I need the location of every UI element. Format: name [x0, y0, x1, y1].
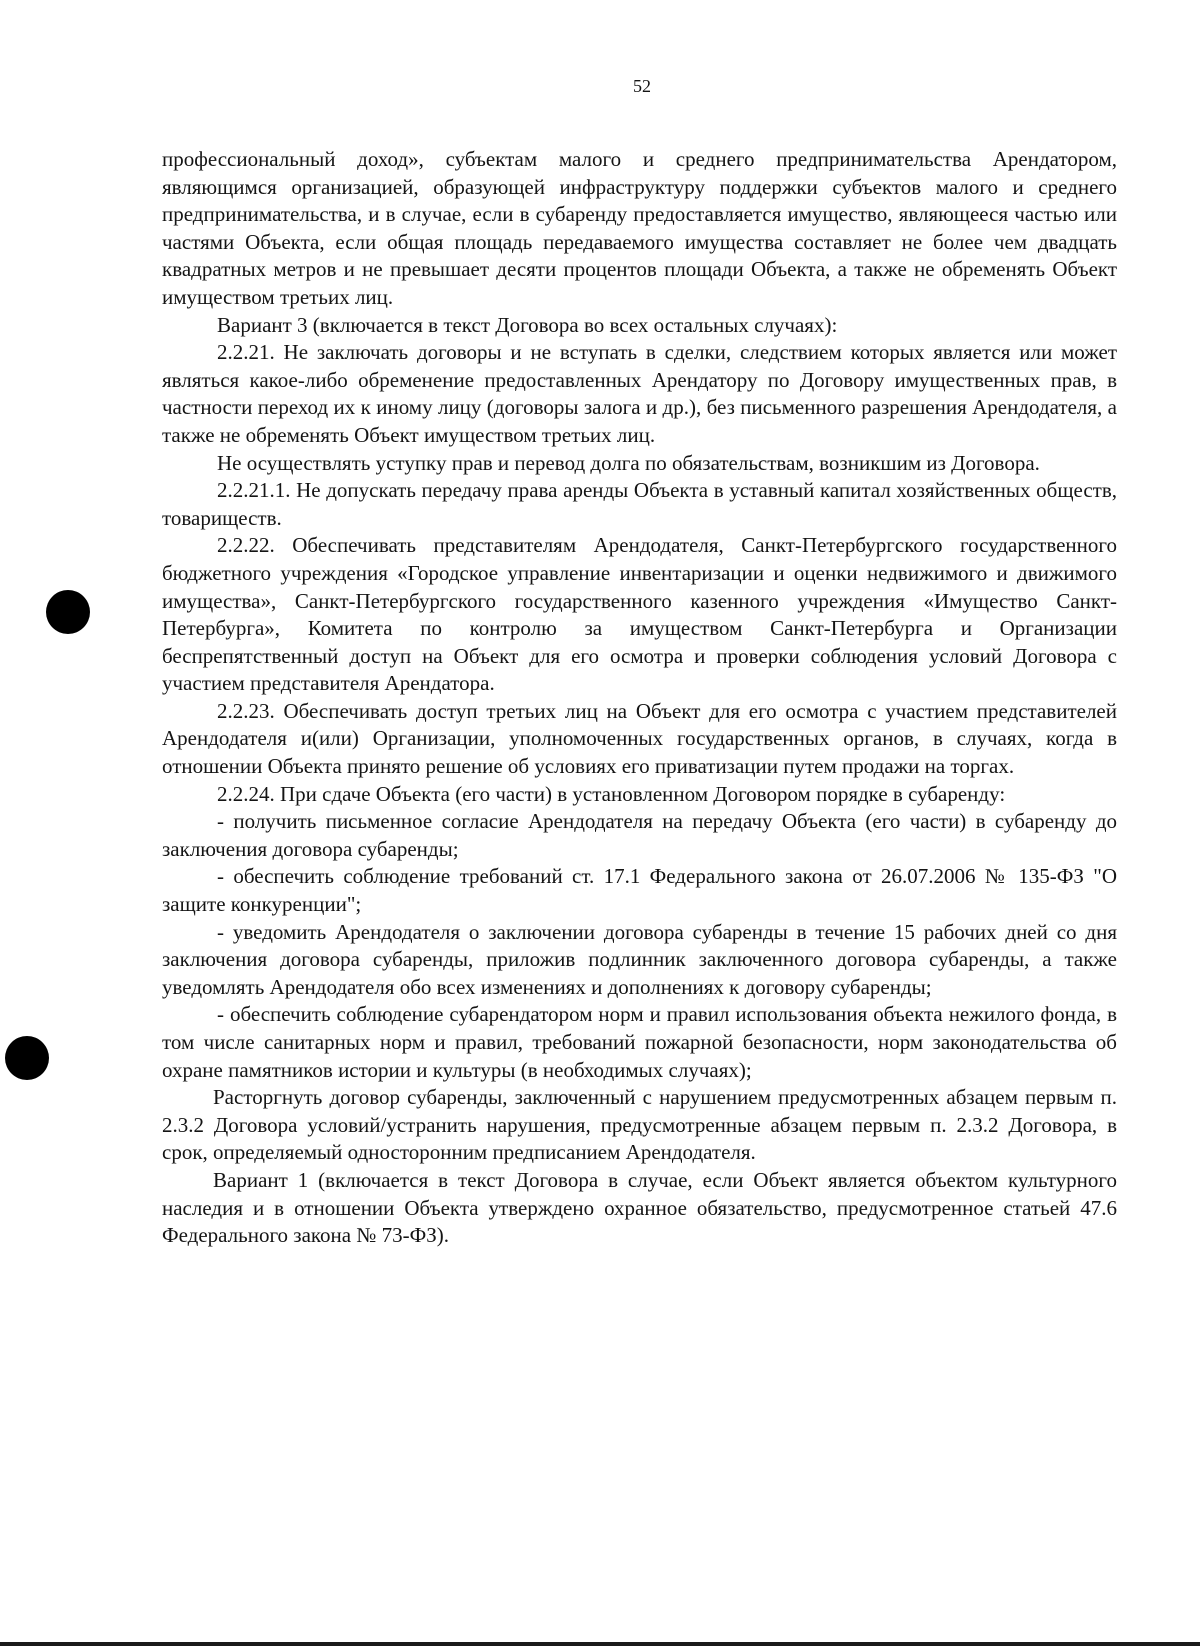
list-item: - уведомить Арендодателя о заключении договора субаренды в течение 15 рабочих дней со дня заключения договора субаренды, приложив подлинник заключенного договора субаренды, а также уведомлять Арендодателя обо всех изменениях и дополнениях к договору субаренды; [162, 919, 1117, 999]
paragraph: 2.2.21.1. Не допускать передачу права аренды Объекта в уставный капитал хозяйственных обществ, товариществ. [162, 478, 1117, 530]
paragraph: Расторгнуть договор субаренды, заключенный с нарушением предусмотренных абзацем первым п. 2.3.2 Договора условий/устранить нарушения, предусмотренные абзацем первым п. 2.3.2 Договора, в срок, определяемый односторонним предписанием Арендодателя. [162, 1085, 1117, 1165]
list-item: - обеспечить соблюдение требований ст. 17.1 Федерального закона от 26.07.2006 № 135-ФЗ "О защите конкуренции"; [162, 864, 1117, 917]
scan-edge-line [0, 1642, 1200, 1646]
punch-hole-mark [5, 1036, 49, 1080]
paragraph: Не осуществлять уступку прав и перевод долга по обязательствам, возникшим из Договора. [217, 450, 1040, 475]
paragraph: Вариант 3 (включается в текст Договора во всех остальных случаях): [217, 312, 838, 337]
document-body [162, 146, 1117, 1250]
paragraph: 2.2.23. Обеспечивать доступ третьих лиц на Объект для его осмотра с участием представителей Арендодателя и(или) Организации, уполномоченных государственных органов, в случаях, когда в отношении Объекта принято решение об условиях его приватизации путем продажи на торгах. [162, 698, 1117, 779]
paragraph: 2.2.22. Обеспечивать представителям Арендодателя, Санкт-Петербургского государственного бюджетного учреждения «Городское управление инвентаризации и оценки недвижимого и движимого имущества», Санкт-Петербургского государственного казенного учреждения «Имущество Санкт-Петербурга», Комитета по контролю за имуществом Санкт-Петербурга и Организации беспрепятственный доступ на Объект для его осмотра и проверки соблюдения условий Договора с участием представителя Арендатора. [162, 533, 1117, 696]
punch-hole-mark [46, 590, 90, 634]
list-item: - получить письменное согласие Арендодателя на передачу Объекта (его части) в субаренду до заключения договора субаренды; [162, 809, 1117, 861]
paragraph: 2.2.21. Не заключать договоры и не вступать в сделки, следствием которых является или может являться какое-либо обременение предоставленных Арендатору по Договору имущественных прав, в частности переход их к иному лицу (договоры залога и др.), без письменного разрешения Арендодателя, а также не обременять Объект имуществом третьих лиц. [162, 340, 1117, 447]
paragraph: Вариант 1 (включается в текст Договора в случае, если Объект является объектом культурного наследия и в отношении Объекта утверждено охранное обязательство, предусмотренное статьей 47.6 Федерального закона № 73-ФЗ). [162, 1167, 1117, 1248]
paragraph: профессиональный доход», субъектам малого и среднего предпринимательства Арендатором, являющимся организацией, образующей инфраструктуру поддержки субъектов малого и среднего предпринимательства, и в случае, если в субаренду предоставляется имущество, являющееся частью или частями Объекта, если общая площадь передаваемого имущества составляет не более чем двадцать квадратных метров и не превышает десяти процентов площади Объекта, а также не обременять Объект имуществом третьих лиц. [162, 147, 1117, 309]
paragraph: 2.2.24. При сдаче Объекта (его части) в установленном Договором порядке в субаренду: [217, 781, 1006, 806]
page-number: 52 [633, 76, 651, 96]
list-item: - обеспечить соблюдение субарендатором норм и правил использования объекта нежилого фонда, в том числе санитарных норм и правил, требований пожарной безопасности, норм законодательства об охране памятников истории и культуры (в необходимых случаях); [162, 1002, 1117, 1082]
